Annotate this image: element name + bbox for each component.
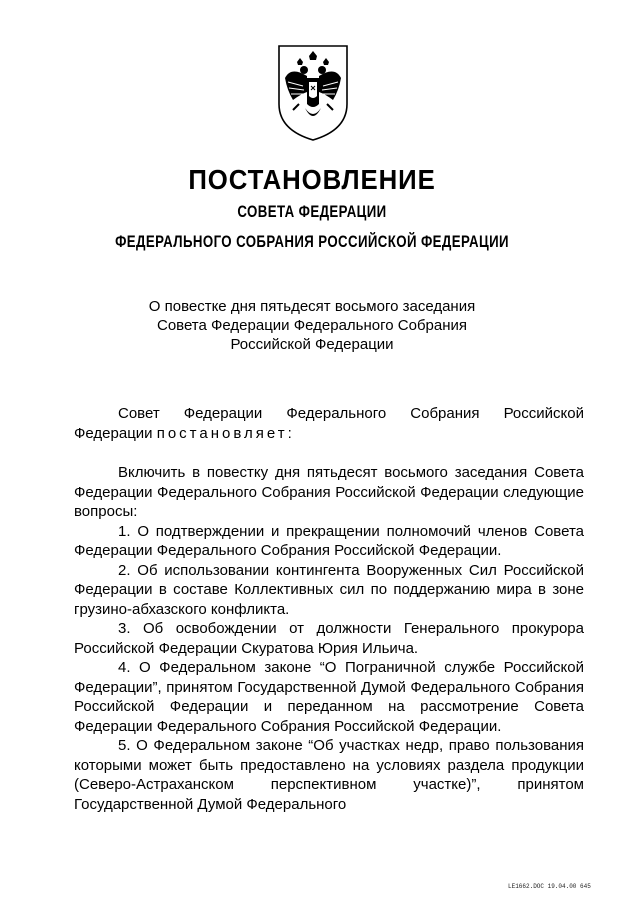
subject-line-3: Российской Федерации (230, 336, 394, 353)
resolution-subject (0, 297, 624, 354)
issuer-line-2: ФЕДЕРАЛЬНОГО СОБРАНИЯ РОССИЙСКОЙ ФЕДЕРАЦИИ (115, 232, 509, 251)
preamble (74, 404, 584, 443)
file-reference: LE1662.DOC 19.04.00 645 (508, 883, 591, 890)
body-intro: Включить в повестку дня пятьдесят восьмого заседания Совета Федерации Федерального Собрания Российской Федерации следующие вопросы: (74, 464, 584, 520)
preamble-text: Совет Федерации Федерального Собрания Российской Федерации (74, 405, 584, 442)
document-type-title: ПОСТАНОВЛЕНИЕ (188, 164, 436, 195)
agenda-item: 1. О подтверждении и прекращении полномочий членов Совета Федерации Федерального Собрания Российской Федерации. (74, 522, 584, 559)
resolution-body (74, 463, 584, 814)
decree-word: постановляет: (156, 424, 295, 442)
agenda-item: 4. О Федеральном законе “О Пограничной службе Российской Федерации”, принятом Государственной Думой Федерального Собрания Российской Федерации и переданном на рассмотрение Совета Федерации Федерального Собрания Российской Федерации. (74, 659, 584, 735)
subject-line-2: Совета Федерации Федерального Собрания (156, 317, 468, 334)
agenda-item: 5. О Федеральном законе “Об участках недр, право пользования которыми может быть предоставлено на условиях раздела продукции (Северо-Астраханском перспективном участке)”, принятом Государственной Думой Федерального (74, 737, 584, 813)
agenda-item: 3. Об освобождении от должности Генерального прокурора Российской Федерации Скуратова Юрия Ильича. (74, 620, 584, 657)
coat-of-arms-icon (273, 42, 353, 142)
subject-line-1: О повестке дня пятьдесят восьмого заседания (148, 298, 476, 315)
issuer-line-1: СОВЕТА ФЕДЕРАЦИИ (237, 202, 387, 221)
agenda-item: 2. Об использовании контингента Вооруженных Сил Российской Федерации в составе Коллективных сил по поддержанию мира в зоне грузино-абхазского конфликта. (74, 561, 584, 618)
